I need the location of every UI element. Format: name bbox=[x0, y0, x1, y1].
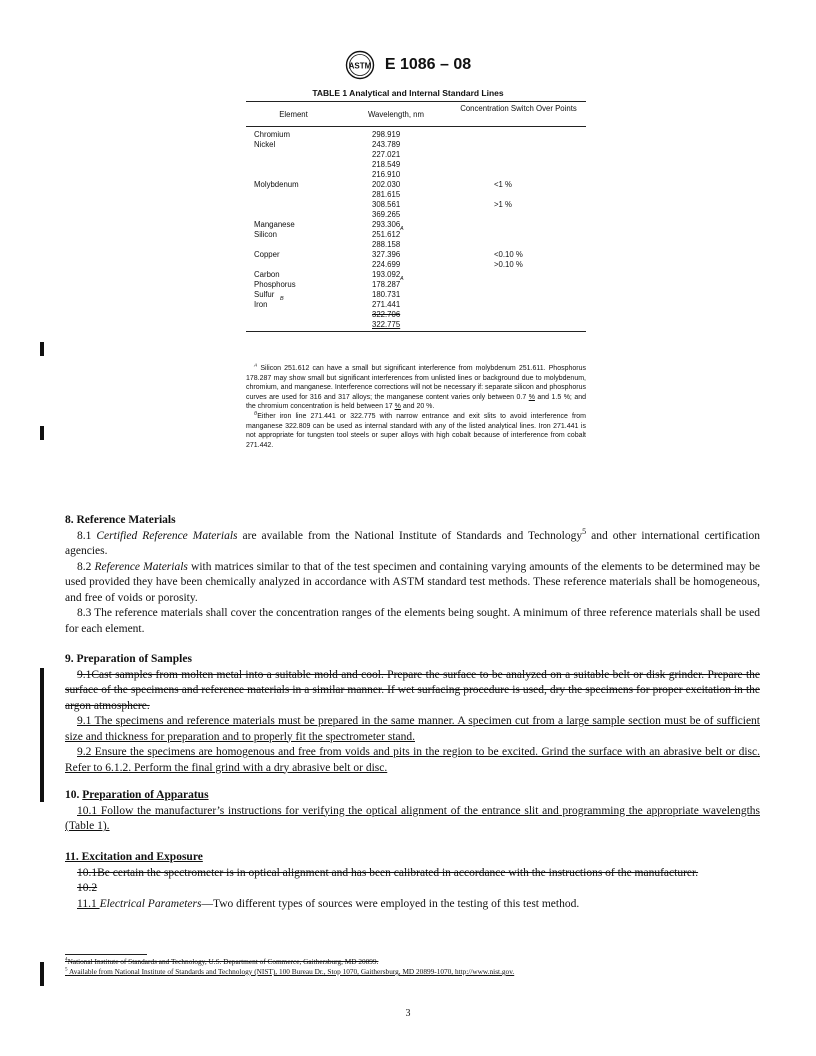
wavelength-cell: 202.030 bbox=[372, 180, 401, 189]
wavelength-cell: 193.092 bbox=[372, 270, 401, 279]
table-row bbox=[246, 130, 586, 140]
wavelength-cell: 271.441 bbox=[372, 300, 401, 309]
element-cell: Silicon bbox=[254, 230, 277, 239]
switch-point-cell: >1 % bbox=[494, 200, 512, 209]
table-row bbox=[246, 180, 586, 190]
svg-text:ASTM: ASTM bbox=[348, 61, 372, 71]
wavelength-cell: 180.731 bbox=[372, 290, 401, 299]
switch-point-cell: >0.10 % bbox=[494, 260, 523, 269]
paragraph-8-3: 8.3 The reference materials shall cover the concentration ranges of the elements being sought. A minimum of three reference materials shall be used for each element. bbox=[65, 607, 760, 635]
section-11-heading: 11. Excitation and Exposure bbox=[65, 851, 203, 863]
switch-point-cell: <1 % bbox=[494, 180, 512, 189]
footnote-4: $^4$National Institute of Standards and Technology, U.S. Department of Commerce, Gaithersburg, MD 20899. bbox=[65, 956, 379, 966]
table-row bbox=[246, 260, 586, 270]
wavelength-cell: 322.706 bbox=[372, 310, 401, 319]
standard-designation: E 1086 – 08 bbox=[384, 56, 472, 73]
column-header-element: Element bbox=[279, 110, 308, 119]
analytical-lines-table bbox=[246, 101, 586, 332]
deleted-paragraph-10-2: 10.2 bbox=[77, 882, 98, 894]
table-note-b: $^B$Either iron line 271.441 or 322.775 with narrow entrance and exit slits to avoid interference from manganese 322.809 can be used as internal standard with any of the listed analytical lines. Iron 271.441 is not appropriate for tungsten tool steels or super alloys with high cobalt because of interference from cobalt 271.442. bbox=[246, 411, 586, 449]
table-row bbox=[246, 240, 586, 250]
column-header-wavelength: Wavelength, nm bbox=[367, 110, 425, 119]
table-row bbox=[246, 250, 586, 260]
table-row bbox=[246, 270, 586, 280]
switch-point-cell: <0.10 % bbox=[494, 250, 523, 259]
paragraph-9-1: 9.1 The specimens and reference materials must be prepared in the same manner. A specimen cut from a large sample section must be of sufficient size and thickness for preparation and to properly fit the spectrometer stand. bbox=[65, 715, 760, 743]
wavelength-cell: 243.789 bbox=[372, 140, 401, 149]
table-row bbox=[246, 220, 586, 230]
element-cell: Nickel bbox=[254, 140, 276, 149]
paragraph-10-1: 10.1 Follow the manufacturer’s instructions for verifying the optical alignment of the entrance slit and programming the appropriate wavelengths (Table 1). bbox=[65, 804, 760, 832]
table-row bbox=[246, 150, 586, 160]
table-body bbox=[246, 130, 586, 330]
table-row bbox=[246, 320, 586, 330]
deleted-paragraph-10-1: 10.1Be certain the spectrometer is in optical alignment and has been calibrated in accordance with the instructions of the manufacturer. bbox=[77, 866, 699, 879]
wavelength-cell: 322.775 bbox=[372, 320, 401, 329]
section-10-heading: 10. Preparation of Apparatus bbox=[65, 789, 209, 801]
table-row bbox=[246, 160, 586, 170]
table-title: TABLE 1 Analytical and Internal Standard Lines bbox=[312, 88, 504, 98]
column-header-switch-points: Concentration Switch Over Points bbox=[460, 104, 577, 113]
table-row bbox=[246, 290, 586, 300]
table-row: Phosphorus 178.287 A bbox=[254, 276, 404, 289]
element-cell: Molybdenum bbox=[254, 180, 299, 189]
section-11 bbox=[65, 850, 760, 912]
section-8 bbox=[65, 513, 760, 637]
element-cell: Sulfur bbox=[254, 290, 275, 299]
wavelength-cell: 293.306 bbox=[372, 220, 401, 229]
table-note-a: $^A$ Silicon 251.612 can have a small but significant interference from molybdenum 251.611. Phosphorus 178.287 may show small but significant interferences from unlisted lines or background due to molybdenum, chromium, and manganese. Interference corrections will not be necessary if: separate silicon and phosphorus curves are used for 316 and 317 alloys; the manganese content varies only between 0.7 % and 1.5 %; and the chromium concentration is held between 17 % and 20 %. bbox=[246, 363, 586, 411]
element-cell: Chromium bbox=[254, 130, 290, 139]
wavelength-cell: 308.561 bbox=[372, 200, 401, 209]
element-cell: Phosphorus bbox=[254, 280, 296, 289]
section-10 bbox=[65, 788, 760, 835]
change-bar bbox=[40, 962, 44, 986]
paragraph-11-1: 11.1 Electrical Parameters—Two different types of sources were employed in the testing of this test method. bbox=[77, 897, 580, 910]
table-row: Iron B 271.441 bbox=[254, 296, 401, 309]
change-bar bbox=[40, 342, 44, 356]
table-row bbox=[246, 190, 586, 200]
element-cell: Manganese bbox=[254, 220, 295, 229]
astm-logo-icon bbox=[345, 50, 375, 80]
wavelength-cell: 224.699 bbox=[372, 260, 401, 269]
wavelength-cell: 298.919 bbox=[372, 130, 401, 139]
wavelength-cell: 178.287 bbox=[372, 280, 401, 289]
element-cell: Carbon bbox=[254, 270, 280, 279]
table-row: Silicon 251.612 A bbox=[254, 226, 404, 239]
paragraph-8-2: 8.2 Reference Materials with matrices similar to that of the test specimen and containing varying amounts of the elements to be determined may be used provided they have been chemically analyzed in accordance with ASTM standard test methods. These reference materials shall be homogeneous, and free of voids or porosity. bbox=[65, 560, 760, 604]
wavelength-cell: 327.396 bbox=[372, 250, 401, 259]
wavelength-cell: 227.021 bbox=[372, 150, 401, 159]
table-header-row bbox=[246, 102, 586, 126]
table-row bbox=[246, 140, 586, 150]
page-number: 3 bbox=[405, 1008, 411, 1019]
table-row bbox=[246, 200, 586, 210]
wavelength-cell: 251.612 bbox=[372, 230, 401, 239]
wavelength-cell: 281.615 bbox=[372, 190, 401, 199]
table-notes bbox=[246, 364, 586, 450]
table-row bbox=[246, 210, 586, 220]
wavelength-cell: 369.265 bbox=[372, 210, 401, 219]
change-bar bbox=[40, 426, 44, 440]
paragraph-8-1: 8.1 Certified Reference Materials are available from the National Institute of Standards and Technology$^5$ and other international certification agencies. bbox=[65, 526, 761, 557]
table-row bbox=[246, 310, 586, 320]
footnote-5: $^5$ Available from National Institute of Standards and Technology (NIST), 100 Bureau Dr., Stop 1070, Gaithersburg, MD 20899-1070, http://www.nist.gov. bbox=[65, 966, 515, 976]
wavelength-cell: 288.158 bbox=[372, 240, 401, 249]
document-header bbox=[0, 50, 816, 80]
section-8-heading: 8. Reference Materials bbox=[65, 514, 176, 526]
footnotes bbox=[65, 957, 760, 977]
footnote-rule bbox=[65, 954, 147, 955]
section-9 bbox=[65, 652, 760, 776]
element-cell: Copper bbox=[254, 250, 280, 259]
wavelength-cell: 218.549 bbox=[372, 160, 401, 169]
wavelength-cell: 216.910 bbox=[372, 170, 401, 179]
deleted-paragraph-9-1: 9.1Cast samples from molten metal into a suitable mold and cool. Prepare the surface to be analyzed on a suitable belt or disk grinder. Prepare the surface of the specimens and reference materials in a similar manner. If wet surfacing procedure is used, dry the specimens for proper excitation in the argon atmosphere. bbox=[65, 668, 760, 712]
element-cell: Iron bbox=[254, 300, 268, 309]
paragraph-9-2: 9.2 Ensure the specimens are homogenous and free from voids and pits in the region to be excited. Grind the surface with an abrasive belt or disc. Refer to 6.1.2. Perform the final grind with a dry abrasive belt or disc. bbox=[65, 746, 760, 774]
section-9-heading: 9. Preparation of Samples bbox=[65, 653, 192, 665]
change-bar bbox=[40, 668, 44, 802]
table-row bbox=[246, 170, 586, 180]
